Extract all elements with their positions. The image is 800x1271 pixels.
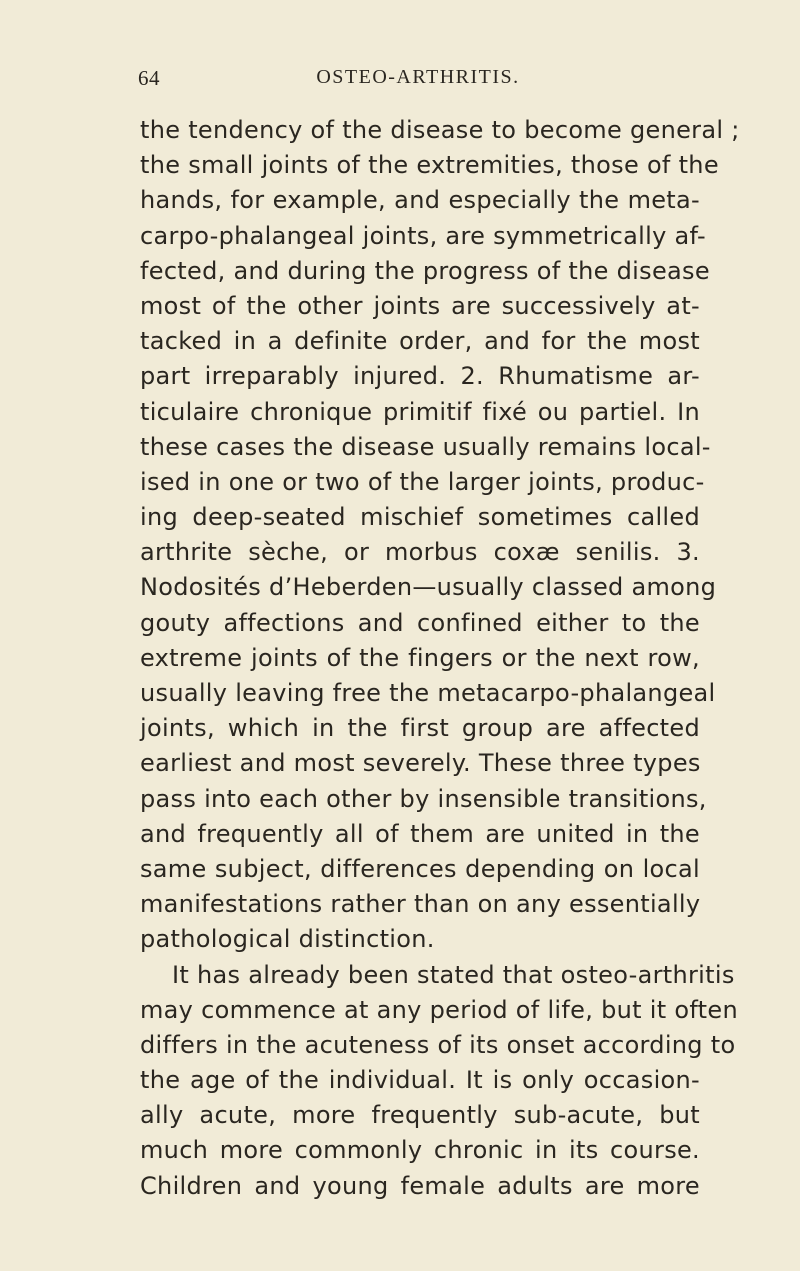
text-line: may commence at any period of life, but it often <box>140 995 738 1024</box>
text-line: the tendency of the disease to become general ; <box>140 116 740 144</box>
text-line: earliest and most severely. These three types <box>140 749 701 778</box>
page-number: 64 <box>138 66 160 90</box>
text-line: fected, and during the progress of the disease <box>140 256 710 285</box>
text-line: joints, which in the first group are affected <box>140 714 700 743</box>
text-line: much more commonly chronic in its course. <box>140 1136 700 1165</box>
text-line: carpo-phalangeal joints, are symmetrically af- <box>140 221 706 250</box>
text-line: extreme joints of the fingers or the next row, <box>140 643 700 672</box>
text-line: and frequently all of them are united in the <box>140 819 700 848</box>
text-line: It has already been stated that osteo-arthritis <box>172 960 735 989</box>
text-line: Nodosités d’Heberden—usually classed among <box>140 573 717 602</box>
text-line: hands, for example, and especially the meta- <box>140 186 700 215</box>
body-text <box>140 113 740 1204</box>
text-line: ised in one or two of the larger joints, produc- <box>140 467 705 496</box>
text-line: manifestations rather than on any essentially <box>140 890 701 919</box>
text-line: ing deep-seated mischief sometimes called <box>140 503 700 532</box>
text-line: pass into each other by insensible transitions, <box>140 784 707 813</box>
running-head <box>138 66 698 96</box>
text-line: these cases the disease usually remains local- <box>140 432 711 461</box>
text-line: differs in the acuteness of its onset according to <box>140 1030 736 1059</box>
text-line: usually leaving free the metacarpo-phalangeal <box>140 679 716 707</box>
text-line: ticulaire chronique primitif fixé ou partiel. In <box>140 397 700 426</box>
text-line: same subject, differences depending on local <box>140 854 700 883</box>
text-line: most of the other joints are successively at- <box>140 291 700 320</box>
text-line: part irreparably injured. 2. Rhumatisme ar- <box>140 362 700 391</box>
text-line: ally acute, more frequently sub-acute, but <box>140 1101 700 1130</box>
running-title: OSTEO-ARTHRITIS. <box>316 66 520 88</box>
text-line: arthrite sèche, or morbus coxæ senilis. 3. <box>140 538 700 567</box>
text-line: tacked in a definite order, and for the most <box>140 327 700 356</box>
text-line: pathological distinction. <box>140 925 435 954</box>
text-line: gouty affections and confined either to the <box>140 608 700 637</box>
text-line: the small joints of the extremities, those of the <box>140 151 719 180</box>
text-line: Children and young female adults are more <box>140 1171 700 1200</box>
text-line: the age of the individual. It is only occasion- <box>140 1066 700 1095</box>
